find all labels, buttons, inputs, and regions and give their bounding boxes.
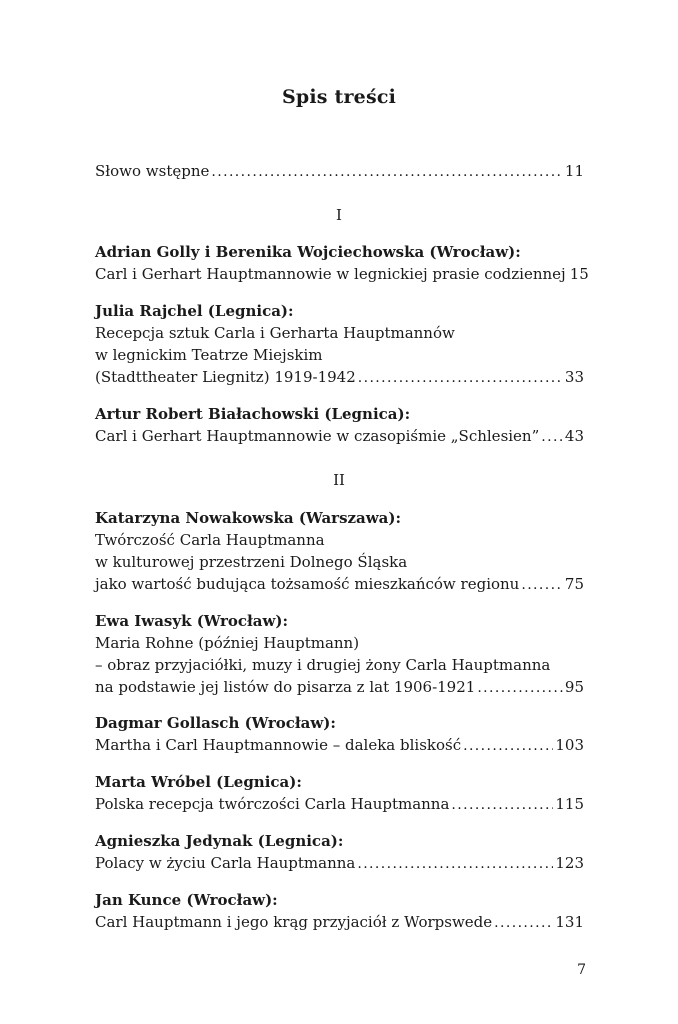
toc-page-number: 103	[555, 736, 584, 754]
toc-entry-line: Recepcja sztuk Carla i Gerharta Hauptmannów	[95, 324, 455, 342]
toc-entry-title: Polska recepcja twórczości Carla Hauptmanna	[95, 795, 450, 813]
dot-leader	[451, 794, 553, 816]
toc-page-number: 131	[555, 913, 584, 931]
dot-leader	[211, 161, 563, 183]
section-heading-2: II	[333, 471, 345, 489]
toc-page-number: 15	[569, 265, 589, 283]
toc-author: Marta Wróbel (Legnica):	[95, 773, 302, 791]
toc-entry[interactable]	[95, 676, 584, 698]
toc-page-number: 115	[555, 795, 584, 813]
page-title: Spis treści	[281, 86, 397, 108]
toc-entry[interactable]	[95, 263, 589, 285]
toc-author: Julia Rajchel (Legnica):	[95, 302, 294, 320]
toc-author: Ewa Iwasyk (Wrocław):	[95, 612, 289, 630]
dot-leader	[357, 853, 553, 875]
toc-entry-title: na podstawie jej listów do pisarza z lat 1906-1921	[95, 678, 476, 696]
toc-entry[interactable]	[95, 734, 584, 756]
toc-author: Jan Kunce (Wrocław):	[95, 891, 278, 909]
toc-page-number: 95	[564, 678, 584, 696]
toc-entry[interactable]	[95, 852, 584, 874]
toc-entry[interactable]	[95, 366, 584, 388]
toc-entry-title: jako wartość budująca tożsamość mieszkańców regionu	[95, 575, 520, 593]
toc-author: Dagmar Gollasch (Wrocław):	[95, 714, 336, 732]
toc-entry-title: Słowo wstępne	[95, 162, 210, 180]
dot-leader	[463, 735, 553, 757]
toc-page-number: 11	[564, 162, 584, 180]
toc-entry-foreword[interactable]	[95, 160, 584, 182]
toc-entry-line: w kulturowej przestrzeni Dolnego Śląska	[95, 553, 408, 571]
toc-author: Katarzyna Nowakowska (Warszawa):	[95, 509, 402, 527]
toc-entry-line: w legnickim Teatrze Miejskim	[95, 346, 323, 364]
toc-page-number: 33	[564, 368, 584, 386]
dot-leader	[477, 677, 563, 699]
toc-entry[interactable]	[95, 793, 584, 815]
dot-leader	[358, 367, 563, 389]
toc-entry-title: Martha i Carl Hauptmannowie – daleka bliskość	[95, 736, 462, 754]
toc-page-number: 43	[564, 427, 584, 445]
toc-entry-title: Carl i Gerhart Hauptmannowie w legnickiej prasie codziennej	[95, 265, 566, 283]
toc-entry-line: Twórczość Carla Hauptmanna	[95, 531, 325, 549]
section-heading-1: I	[336, 206, 342, 224]
dot-leader	[521, 574, 563, 596]
toc-entry-title: Polacy w życiu Carla Hauptmanna	[95, 854, 356, 872]
toc-page-number: 75	[564, 575, 584, 593]
toc-entry-title: Carl Hauptmann i jego krąg przyjaciół z Worpswede	[95, 913, 493, 931]
toc-entry-title: (Stadttheater Liegnitz) 1919-1942	[95, 368, 356, 386]
toc-entry[interactable]	[95, 573, 584, 595]
toc-page-number: 123	[555, 854, 584, 872]
dot-leader	[494, 912, 553, 934]
toc-entry-line: – obraz przyjaciółki, muzy i drugiej żony Carla Hauptmanna	[95, 656, 551, 674]
toc-entry[interactable]	[95, 911, 584, 933]
dot-leader	[541, 426, 563, 448]
toc-author: Artur Robert Białachowski (Legnica):	[95, 405, 411, 423]
toc-entry[interactable]	[95, 425, 584, 447]
page-number: 7	[577, 962, 586, 978]
toc-entry-line: Maria Rohne (później Hauptmann)	[95, 634, 360, 652]
toc-entry-title: Carl i Gerhart Hauptmannowie w czasopiśmie „Schlesien”	[95, 427, 540, 445]
toc-author: Agnieszka Jedynak (Legnica):	[95, 832, 344, 850]
toc-author: Adrian Golly i Berenika Wojciechowska (Wrocław):	[95, 243, 521, 261]
